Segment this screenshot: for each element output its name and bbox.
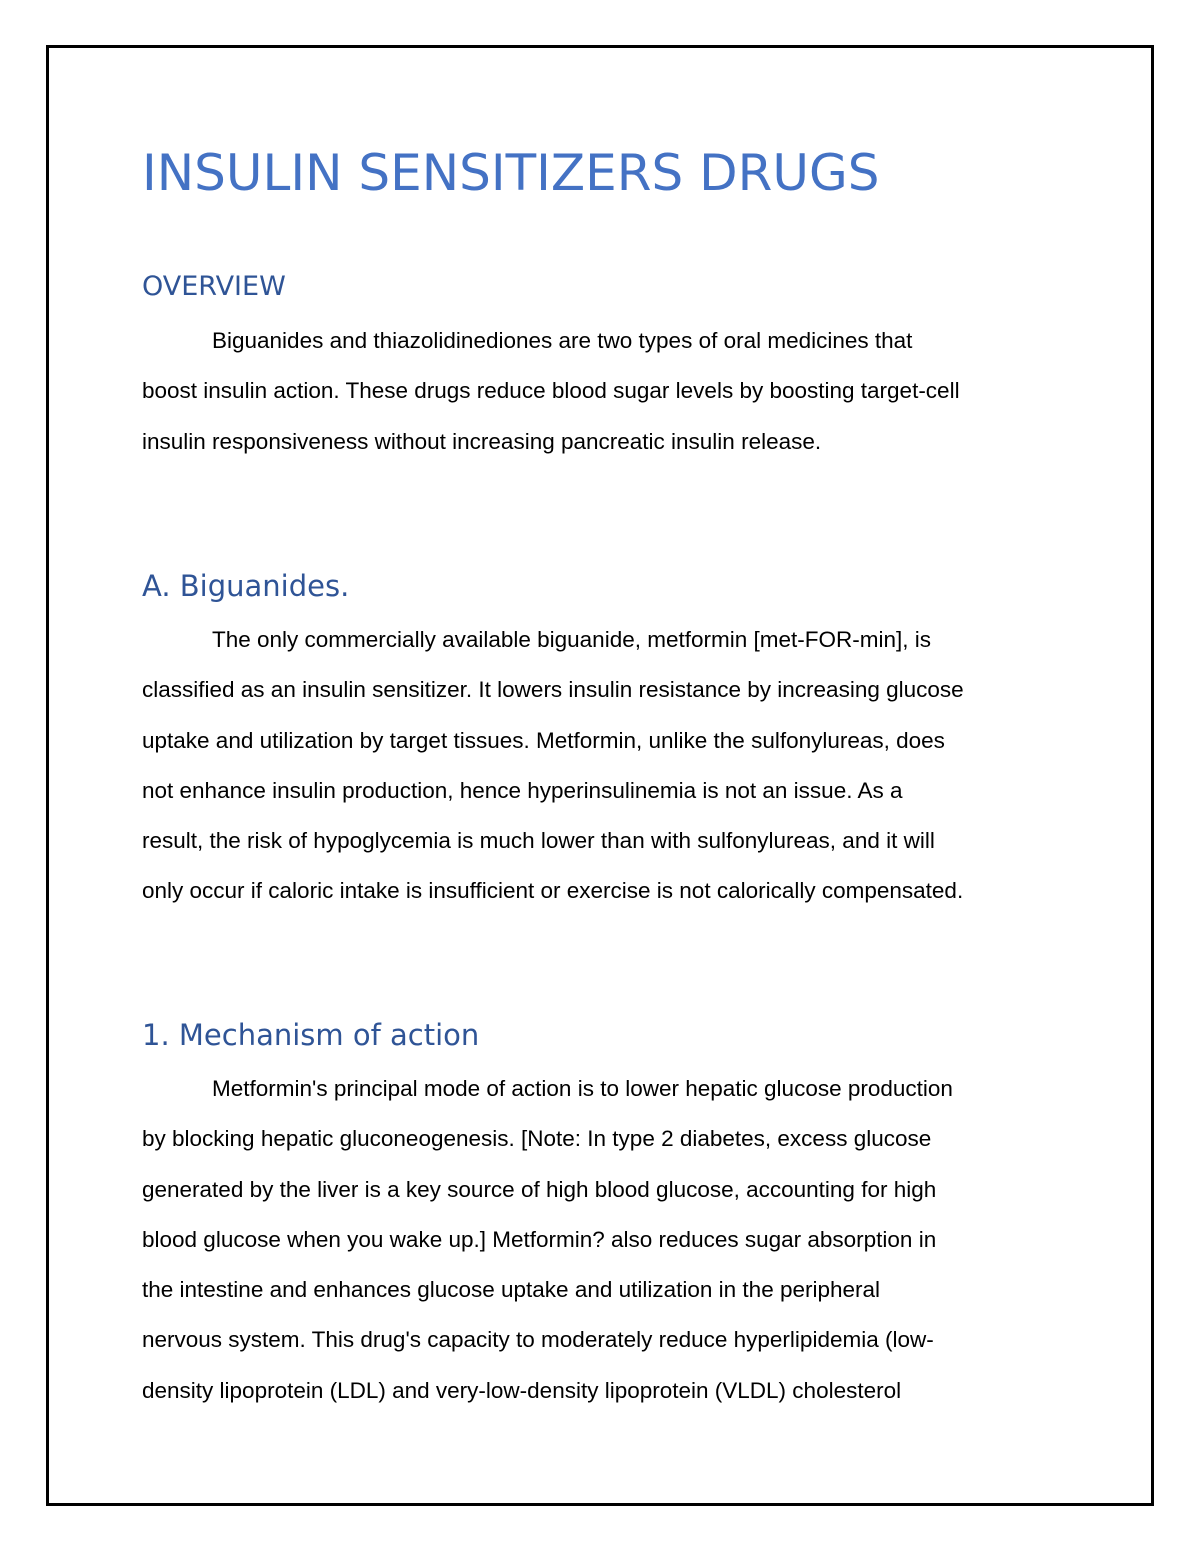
heading-overview: OVERVIEW (142, 271, 286, 302)
paragraph-line: The only commercially available biguanide, metformin [met-FOR-min], is (212, 627, 931, 652)
paragraph-line: not enhance insulin production, hence hyperinsulinemia is not an issue. As a (142, 777, 903, 803)
paragraph-line: result, the risk of hypoglycemia is much lower than with sulfonylureas, and it will (142, 828, 935, 854)
heading-biguanides: A. Biguanides. (142, 569, 350, 603)
paragraph-line: the intestine and enhances glucose uptake and utilization in the peripheral (142, 1277, 881, 1303)
paragraph-line: boost insulin action. These drugs reduce blood sugar levels by boosting target-cell (142, 378, 960, 404)
paragraph-overview (142, 316, 960, 467)
paragraph-line: generated by the liver is a key source of high blood glucose, accounting for high (142, 1176, 937, 1202)
paragraph-line: by blocking hepatic gluconeogenesis. [Note: In type 2 diabetes, excess glucose (142, 1126, 932, 1152)
paragraph-line: blood glucose when you wake up.] Metformin? also reduces sugar absorption in (142, 1226, 937, 1252)
document-title: INSULIN SENSITIZERS DRUGS (142, 144, 880, 202)
paragraph-biguanides (142, 615, 964, 917)
paragraph-line: Biguanides and thiazolidinediones are two types of oral medicines that (212, 328, 913, 353)
heading-mechanism-of-action: 1. Mechanism of action (142, 1018, 480, 1052)
paragraph-line: Metformin's principal mode of action is to lower hepatic glucose production (212, 1076, 953, 1101)
paragraph-line: density lipoprotein (LDL) and very-low-density lipoprotein (VLDL) cholesterol (142, 1377, 902, 1403)
paragraph-line: insulin responsiveness without increasing pancreatic insulin release. (142, 428, 822, 454)
paragraph-mechanism-of-action (142, 1064, 953, 1416)
paragraph-line: nervous system. This drug's capacity to moderately reduce hyperlipidemia (low- (142, 1327, 934, 1353)
paragraph-line: uptake and utilization by target tissues. Metformin, unlike the sulfonylureas, does (142, 727, 945, 753)
paragraph-line: classified as an insulin sensitizer. It lowers insulin resistance by increasing glucose (142, 677, 964, 703)
paragraph-line: only occur if caloric intake is insufficient or exercise is not calorically compensated. (142, 878, 964, 904)
